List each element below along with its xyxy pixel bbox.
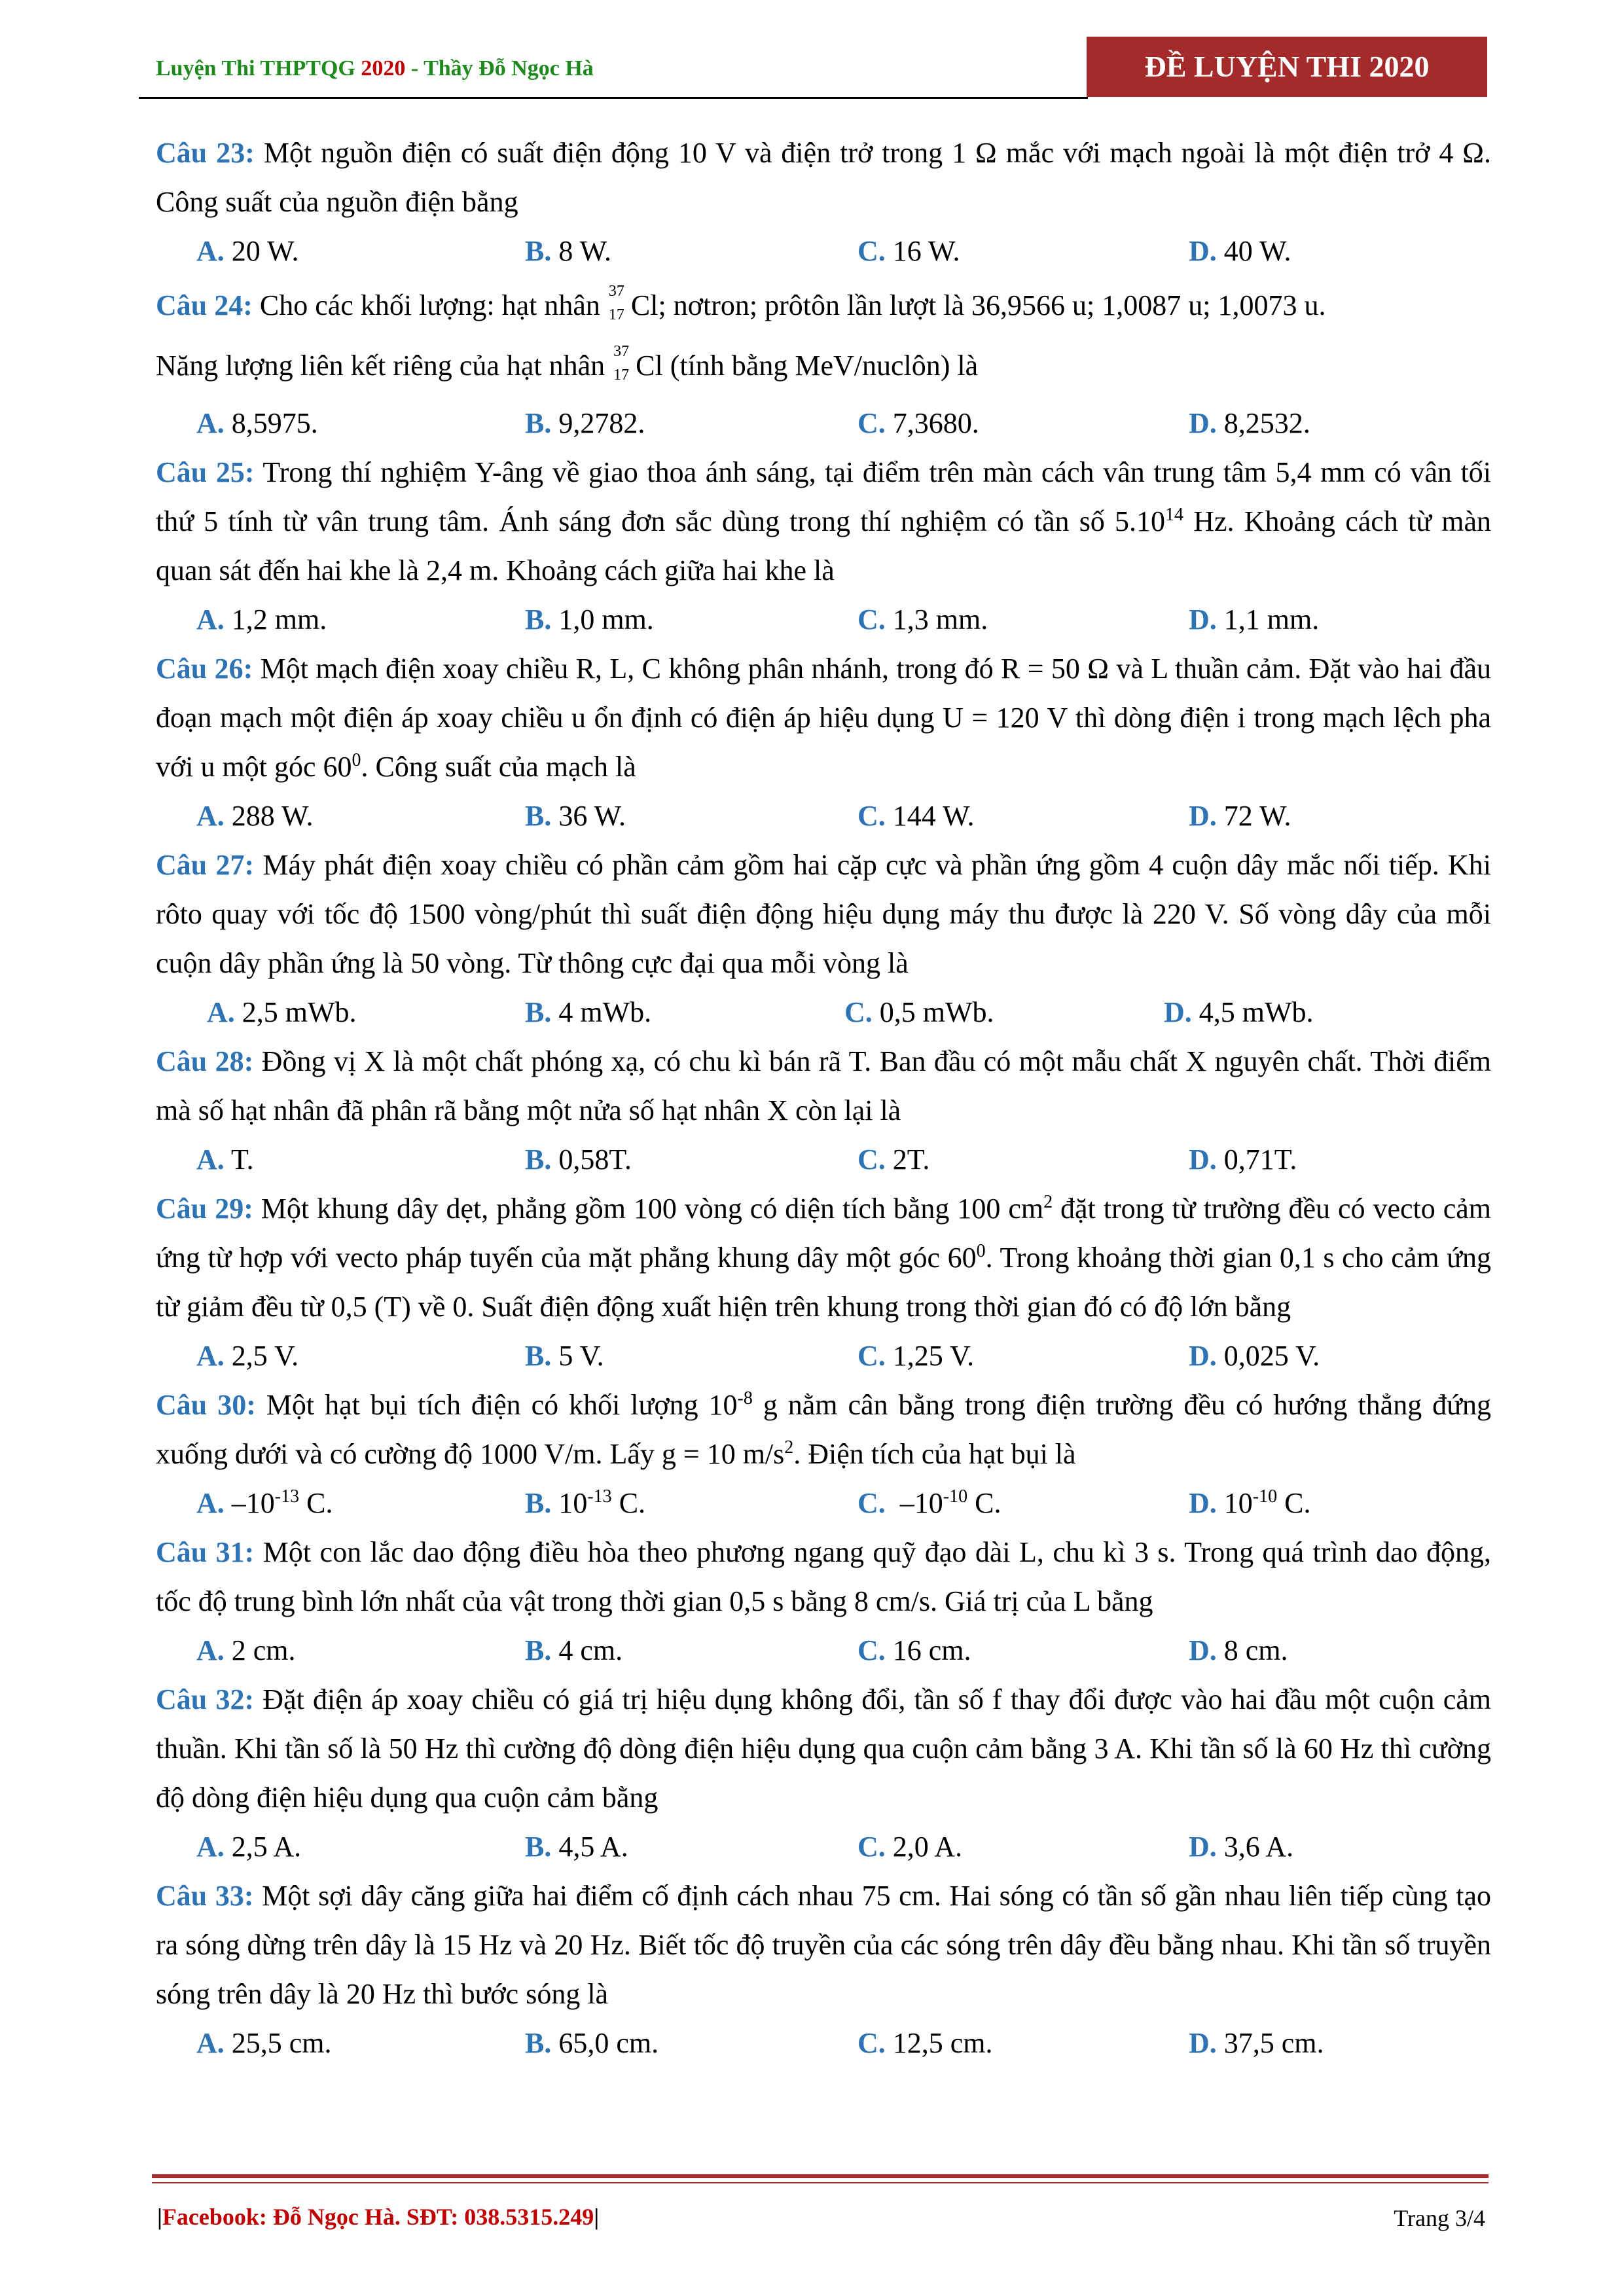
question-25: Câu 25: Trong thí nghiệm Y-âng về giao thoa ánh sáng, tại điểm trên màn cách vân trung tâm 5,4 mm có vân tối thứ 5 tính từ vân trung tâm. Ánh sáng đơn sắc dùng trong thí nghiệm có tần số 5.10$^{14}$ Hz. Khoảng cách từ màn quan sát đến hai khe là 2,4 m. Khoảng cách giữa hai khe là — [156, 456, 1491, 586]
footer-divider-thin — [152, 2182, 1489, 2183]
header-exam-title: ĐỀ LUYỆN THI 2020 — [1087, 37, 1487, 97]
option-b: B. 4 cm. — [525, 1634, 623, 1666]
option-a: A. 25,5 cm. — [196, 2027, 332, 2059]
option-a: A. 2,5 V. — [196, 1340, 299, 1372]
footer-contact: |Facebook: Đỗ Ngọc Hà. SĐT: 038.5315.249| — [157, 2204, 600, 2230]
option-b: B. 36 W. — [525, 800, 626, 832]
options-27 — [156, 988, 1491, 1037]
option-c: C. 2T. — [857, 1143, 930, 1175]
option-a: A. 288 W. — [196, 800, 314, 832]
option-a: A. 8,5975. — [196, 407, 318, 439]
option-c: C. 1,25 V. — [857, 1340, 975, 1372]
option-a: A. 20 W. — [196, 235, 299, 267]
option-a: A. 2 cm. — [196, 1634, 296, 1666]
option-d: D. 4,5 mWb. — [1164, 996, 1314, 1028]
question-24: Câu 24: Cho các khối lượng: hạt nhân 37 17 Cl; nơtron; prôtôn lần lượt là 36,9566 u; 1,0087 u; 1,0073 u. Năng lượng liên kết riêng của hạt nhân 37 17 Cl (tính bằng MeV/nuclôn) là — [156, 283, 1326, 384]
option-a: A. 2,5 mWb. — [207, 996, 357, 1028]
options-25 — [156, 595, 1491, 644]
options-30 — [156, 1479, 1491, 1528]
option-d: D. 72 W. — [1189, 800, 1291, 832]
option-c: C. 1,3 mm. — [857, 603, 988, 636]
option-b: B. 8 W. — [525, 235, 612, 267]
nuclide-notation: 37 17 — [608, 283, 624, 323]
option-c: C. 16 cm. — [857, 1634, 971, 1666]
footer-divider — [152, 2174, 1489, 2178]
question-31: Câu 31: Một con lắc dao động điều hòa theo phương ngang quỹ đạo dài L, chu kì 3 s. Trong quá trình dao động, tốc độ trung bình lớn nhất của vật trong thời gian 0,5 s bằng 8 cm/s. Giá trị của L bằng — [156, 1536, 1491, 1617]
options-31 — [156, 1626, 1491, 1675]
option-b: B. 4,5 A. — [525, 1831, 628, 1863]
option-c: C. 7,3680. — [857, 407, 979, 439]
option-d: D. 0,025 V. — [1189, 1340, 1320, 1372]
page-number: Trang 3/4 — [1394, 2205, 1485, 2231]
option-d: D. 37,5 cm. — [1189, 2027, 1324, 2059]
option-b: B. 5 V. — [525, 1340, 604, 1372]
option-a: A. 2,5 A. — [196, 1831, 302, 1863]
option-b: B. 0,58T. — [525, 1143, 632, 1175]
option-b: B. 65,0 cm. — [525, 2027, 659, 2059]
question-26: Câu 26: Một mạch điện xoay chiều R, L, C không phân nhánh, trong đó R = 50 Ω và L thuần cảm. Đặt vào hai đầu đoạn mạch một điện áp xoay chiều u ổn định có điện áp hiệu dụng U = 120 V thì dòng điện i trong mạch lệch pha với u một góc $60^0$. Công suất của mạch là — [156, 653, 1491, 783]
question-32: Câu 32: Đặt điện áp xoay chiều có giá trị hiệu dụng không đổi, tần số f thay đổi được vào hai đầu một cuộn cảm thuần. Khi tần số là 50 Hz thì cường độ dòng điện hiệu dụng qua cuộn cảm bằng 3 A. Khi tần số là 60 Hz thì cường độ dòng điện hiệu dụng qua cuộn cảm bằng — [156, 1683, 1491, 1814]
option-c: C. 0,5 mWb. — [844, 996, 994, 1028]
option-c: C. $-10^{-10}$ C. — [857, 1486, 1001, 1519]
header-course-title: Luyện Thi THPTQG 2020 - Thầy Đỗ Ngọc Hà — [156, 56, 594, 81]
question-23: Câu 23: Một nguồn điện có suất điện động 10 V và điện trở trong 1 Ω mắc với mạch ngoài là một điện trở 4 Ω. Công suất của nguồn điện bằng — [156, 137, 1491, 218]
options-32 — [156, 1822, 1491, 1871]
options-24 — [156, 399, 1491, 448]
question-29: Câu 29: Một khung dây dẹt, phẳng gồm 100 vòng có diện tích bằng 100 $cm^2$ đặt trong từ trường đều có vecto cảm ứng từ hợp với vecto pháp tuyến của mặt phẳng khung dây một góc $60^0$. Trong khoảng thời gian 0,1 s cho cảm ứng từ giảm đều từ 0,5 (T) về 0. Suất điện động xuất hiện trên khung trong thời gian đó có độ lớn bằng — [156, 1192, 1491, 1323]
option-d: D. 0,71T. — [1189, 1143, 1297, 1175]
option-c: C. 12,5 cm. — [857, 2027, 993, 2059]
option-d: D. 1,1 mm. — [1189, 603, 1320, 636]
option-b: B. 9,2782. — [525, 407, 645, 439]
option-c: C. 144 W. — [857, 800, 975, 832]
page-header — [139, 37, 1487, 99]
option-c: C. 16 W. — [857, 235, 960, 267]
options-29 — [156, 1331, 1491, 1380]
option-d: D. 40 W. — [1189, 235, 1291, 267]
header-divider — [139, 97, 1088, 99]
option-a: A. $-10^{-13}$ C. — [196, 1486, 333, 1519]
options-28 — [156, 1135, 1491, 1184]
option-d: D. 3,6 A. — [1189, 1831, 1294, 1863]
options-26 — [156, 791, 1491, 840]
option-c: C. 2,0 A. — [857, 1831, 963, 1863]
option-b: B. 4 mWb. — [525, 996, 652, 1028]
nuclide-notation: 37 17 — [613, 343, 630, 384]
question-28: Câu 28: Đồng vị X là một chất phóng xạ, có chu kì bán rã T. Ban đầu có một mẫu chất X nguyên chất. Thời điểm mà số hạt nhân đã phân rã bằng một nửa số hạt nhân X còn lại là — [156, 1045, 1491, 1126]
options-23 — [156, 226, 1491, 276]
option-b: B. 1,0 mm. — [525, 603, 654, 636]
question-33: Câu 33: Một sợi dây căng giữa hai điểm cố định cách nhau 75 cm. Hai sóng có tần số gần nhau liên tiếp cùng tạo ra sóng dừng trên dây là 15 Hz và 20 Hz. Biết tốc độ truyền của các sóng trên dây đều bằng nhau. Khi tần số truyền sóng trên dây là 20 Hz thì bước sóng là — [156, 1880, 1491, 2010]
option-d: D. 8,2532. — [1189, 407, 1310, 439]
question-list — [156, 128, 1491, 2068]
option-d: D. 8 cm. — [1189, 1634, 1288, 1666]
option-a: A. T. — [196, 1143, 254, 1175]
question-30: Câu 30: Một hạt bụi tích điện có khối lượng $10^{-8}$ g nằm cân bằng trong điện trường đều có hướng thẳng đứng xuống dưới và có cường độ 1000 V/m. Lấy g = 10 $m/s^2$. Điện tích của hạt bụi là — [156, 1388, 1491, 1470]
option-d: D. $10^{-10}$ C. — [1189, 1486, 1311, 1519]
option-b: B. $10^{-13}$ C. — [525, 1486, 646, 1519]
question-27: Câu 27: Máy phát điện xoay chiều có phần cảm gồm hai cặp cực và phần ứng gồm 4 cuộn dây mắc nối tiếp. Khi rôto quay với tốc độ 1500 vòng/phút thì suất điện động hiệu dụng máy thu được là 220 V. Số vòng dây của mỗi cuộn dây phần ứng là 50 vòng. Từ thông cực đại qua mỗi vòng là — [156, 849, 1491, 979]
options-33 — [156, 2018, 1491, 2068]
option-a: A. 1,2 mm. — [196, 603, 327, 636]
